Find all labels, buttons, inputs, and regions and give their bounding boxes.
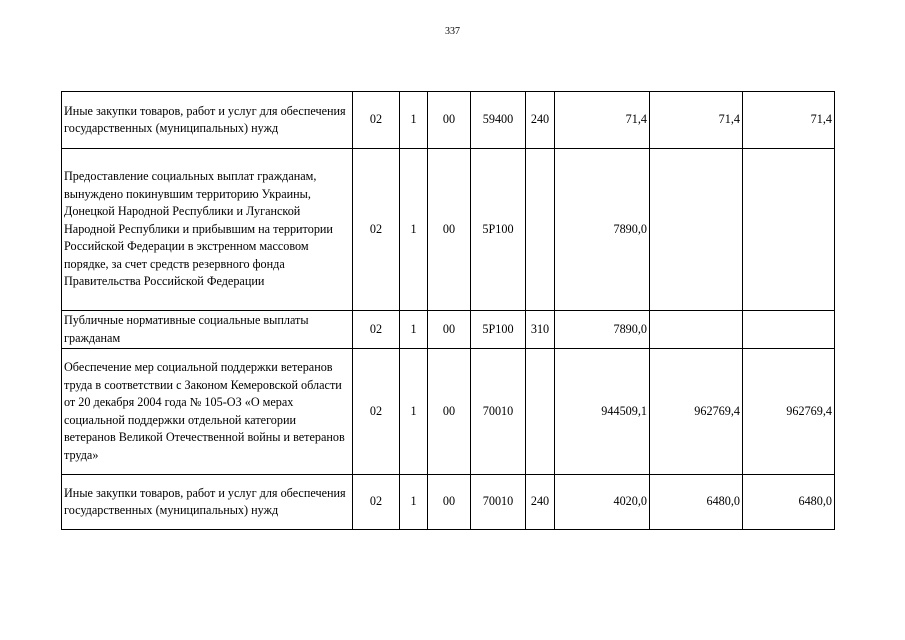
row-program: 00 bbox=[428, 149, 471, 311]
row-amount-1: 7890,0 bbox=[555, 149, 650, 311]
row-section: 02 bbox=[353, 475, 400, 530]
row-description: Предоставление социальных выплат гражданам, вынуждено покинувшим территорию Украины, Донецкой Народной Республики и Луганской Народной Республики и прибывшим на территории Российской Федерации в экстренном массовом порядке, за счет средств резервного фонда Правительства Российской Федерации bbox=[62, 149, 353, 311]
row-program: 00 bbox=[428, 311, 471, 349]
row-amount-3 bbox=[743, 149, 835, 311]
row-section: 02 bbox=[353, 311, 400, 349]
table-row bbox=[62, 311, 835, 349]
row-amount-2: 962769,4 bbox=[650, 349, 743, 475]
table-row bbox=[62, 92, 835, 149]
row-expense-type: 310 bbox=[526, 311, 555, 349]
row-section: 02 bbox=[353, 92, 400, 149]
row-expense-type bbox=[526, 349, 555, 475]
row-subsection: 1 bbox=[400, 349, 428, 475]
table-row bbox=[62, 475, 835, 530]
table-row bbox=[62, 149, 835, 311]
row-expense-type bbox=[526, 149, 555, 311]
row-subsection: 1 bbox=[400, 92, 428, 149]
row-item: 70010 bbox=[471, 475, 526, 530]
row-expense-type: 240 bbox=[526, 92, 555, 149]
row-amount-1: 7890,0 bbox=[555, 311, 650, 349]
row-item: 70010 bbox=[471, 349, 526, 475]
row-amount-3 bbox=[743, 311, 835, 349]
row-amount-3: 6480,0 bbox=[743, 475, 835, 530]
row-program: 00 bbox=[428, 475, 471, 530]
table-row bbox=[62, 349, 835, 475]
row-subsection: 1 bbox=[400, 149, 428, 311]
row-description: Иные закупки товаров, работ и услуг для обеспечения государственных (муниципальных) нужд bbox=[62, 92, 353, 149]
row-amount-1: 4020,0 bbox=[555, 475, 650, 530]
row-amount-3: 962769,4 bbox=[743, 349, 835, 475]
row-amount-2: 6480,0 bbox=[650, 475, 743, 530]
row-amount-2: 71,4 bbox=[650, 92, 743, 149]
budget-table bbox=[61, 91, 835, 530]
row-subsection: 1 bbox=[400, 311, 428, 349]
row-amount-1: 944509,1 bbox=[555, 349, 650, 475]
row-amount-2 bbox=[650, 311, 743, 349]
row-item: 5P100 bbox=[471, 149, 526, 311]
row-description: Иные закупки товаров, работ и услуг для обеспечения государственных (муниципальных) нужд bbox=[62, 475, 353, 530]
row-item: 59400 bbox=[471, 92, 526, 149]
row-section: 02 bbox=[353, 149, 400, 311]
row-subsection: 1 bbox=[400, 475, 428, 530]
row-program: 00 bbox=[428, 349, 471, 475]
row-section: 02 bbox=[353, 349, 400, 475]
row-expense-type: 240 bbox=[526, 475, 555, 530]
row-description: Обеспечение мер социальной поддержки ветеранов труда в соответствии с Законом Кемеровской области от 20 декабря 2004 года № 105-ОЗ «О мерах социальной поддержки отдельной категории ветеранов Великой Отечественной войны и ветеранов труда» bbox=[62, 349, 353, 475]
row-amount-1: 71,4 bbox=[555, 92, 650, 149]
row-program: 00 bbox=[428, 92, 471, 149]
row-item: 5P100 bbox=[471, 311, 526, 349]
row-amount-2 bbox=[650, 149, 743, 311]
row-amount-3: 71,4 bbox=[743, 92, 835, 149]
row-description: Публичные нормативные социальные выплаты гражданам bbox=[62, 311, 353, 349]
page-number: 337 bbox=[445, 26, 460, 37]
